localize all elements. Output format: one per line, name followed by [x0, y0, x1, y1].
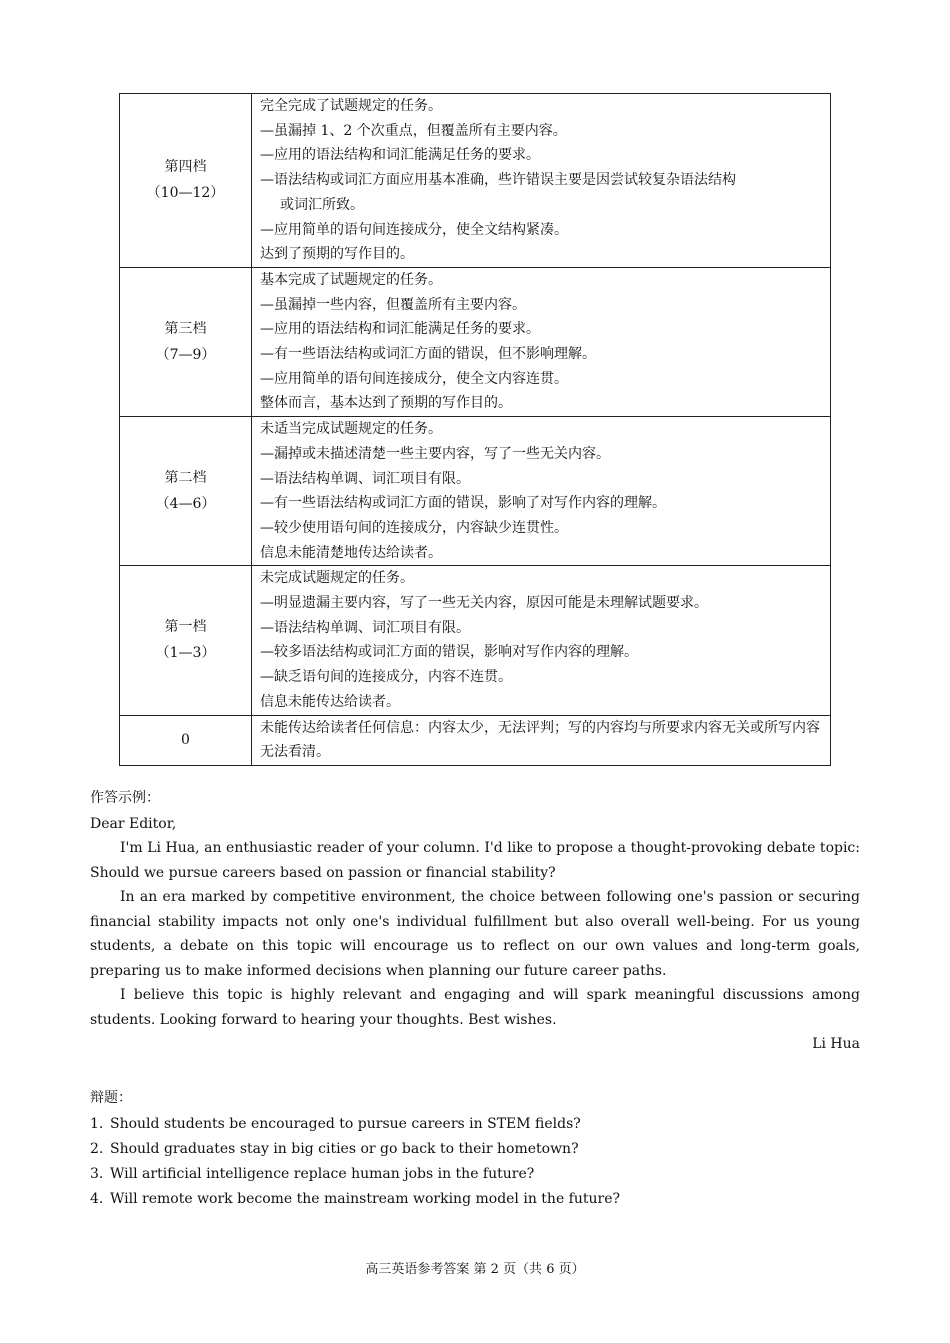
rubric-line: —有一些语法结构或词汇方面的错误，但不影响理解。 — [260, 346, 596, 363]
rubric-line: —较多语法结构或词汇方面的错误，影响对写作内容的理解。 — [260, 644, 638, 661]
rubric-line: —虽漏掉一些内容，但覆盖所有主要内容。 — [260, 296, 526, 313]
rubric-line: —缺乏语句间的连接成分，内容不连贯。 — [260, 669, 512, 686]
rubric-line: —语法结构或词汇方面应用基本准确，些许错误主要是因尝试较复杂语法结构 — [260, 172, 736, 189]
letter-signature: Li Hua — [812, 1036, 860, 1052]
level-score-range: （1—3） — [155, 645, 216, 662]
rubric-description-cell — [252, 715, 831, 765]
rubric-description-cell — [252, 94, 831, 268]
rubric-line: 基本完成了试题规定的任务。 — [260, 271, 442, 288]
rubric-line: 未完成试题规定的任务。 — [260, 570, 414, 587]
topics-heading: 辩题： — [90, 1090, 132, 1106]
rubric-line: 或词汇所致。 — [280, 196, 364, 213]
topic-number: 2. — [90, 1141, 104, 1157]
rubric-line: 未适当完成试题规定的任务。 — [260, 421, 442, 438]
rubric-description-cell — [252, 417, 831, 566]
rubric-line: —较少使用语句间的连接成分，内容缺少连贯性。 — [260, 519, 568, 536]
rubric-description-cell — [252, 267, 831, 416]
topic-list — [90, 1112, 860, 1212]
rubric-line: —明显遗漏主要内容，写了一些无关内容，原因可能是未理解试题要求。 — [260, 595, 708, 612]
letter-paragraph: I'm Li Hua, an enthusiastic reader of your column. I'd like to propose a thought-provoking debate topic: Should we pursue careers based on passion or financial stability? — [90, 840, 860, 881]
level-score-range: （10—12） — [146, 185, 225, 202]
list-item — [90, 1112, 860, 1137]
topic-number: 3. — [90, 1166, 104, 1182]
sample-heading: 作答示例： — [90, 790, 160, 806]
rubric-line: 完全完成了试题规定的任务。 — [260, 98, 442, 114]
list-item — [90, 1137, 860, 1162]
rubric-line: —应用的语法结构和词汇能满足任务的要求。 — [260, 321, 540, 338]
rubric-line: —应用简单的语句间连接成分，使全文结构紧凑。 — [260, 221, 568, 238]
debate-topics — [90, 1086, 860, 1212]
rubric-description-cell — [252, 566, 831, 715]
letter-salutation: Dear Editor, — [90, 816, 177, 832]
rubric-level-cell — [120, 566, 252, 715]
rubric-line: —语法结构单调、词汇项目有限。 — [260, 470, 470, 487]
rubric-row-level-4 — [120, 94, 831, 268]
level-name: 第一档 — [164, 619, 207, 636]
rubric-line: 整体而言，基本达到了预期的写作目的。 — [260, 395, 512, 412]
rubric-line: —应用的语法结构和词汇能满足任务的要求。 — [260, 147, 540, 164]
level-score-range: （7—9） — [155, 347, 216, 364]
topic-number: 4. — [90, 1191, 104, 1207]
rubric-level-cell — [120, 417, 252, 566]
rubric-line: —语法结构单调、词汇项目有限。 — [260, 619, 470, 636]
level-name: 0 — [181, 732, 190, 749]
level-name: 第二档 — [164, 470, 207, 487]
rubric-line: —有一些语法结构或词汇方面的错误，影响了对写作内容的理解。 — [260, 495, 666, 512]
rubric-line: 信息未能清楚地传达给读者。 — [260, 544, 442, 561]
topic-text: Should graduates stay in big cities or go back to their hometown? — [110, 1141, 579, 1157]
level-score-range: （4—6） — [155, 496, 216, 513]
rubric-row-level-1 — [120, 566, 831, 715]
level-name: 第三档 — [164, 321, 207, 338]
rubric-line: —应用简单的语句间连接成分，使全文内容连贯。 — [260, 370, 568, 387]
level-name: 第四档 — [164, 159, 207, 176]
topic-text: Will remote work become the mainstream working model in the future? — [110, 1191, 621, 1207]
rubric-level-cell — [120, 267, 252, 416]
list-item — [90, 1162, 860, 1187]
rubric-row-level-2 — [120, 417, 831, 566]
rubric-line: —漏掉或未描述清楚一些主要内容，写了一些无关内容。 — [260, 445, 610, 462]
topic-text: Should students be encouraged to pursue careers in STEM fields? — [110, 1116, 581, 1132]
topic-text: Will artificial intelligence replace human jobs in the future? — [110, 1166, 535, 1182]
scoring-rubric-table — [119, 93, 831, 766]
rubric-line: —虽漏掉 1、2 个次重点，但覆盖所有主要内容。 — [260, 122, 567, 139]
list-item — [90, 1187, 860, 1212]
rubric-line: 未能传达给读者任何信息：内容太少，无法评判；写的内容均与所要求内容无关或所写内容无法看清。 — [260, 719, 820, 761]
rubric-level-cell — [120, 94, 252, 268]
letter-paragraph: In an era marked by competitive environment, the choice between following one's passion or securing financial stability impacts not only one's individual fulfillment but also overall well-being. For us young students, a debate on this topic will encourage us to reflect on our own values and long-term goals, preparing us to make informed decisions when planning our future career paths. — [90, 889, 860, 979]
rubric-line: 信息未能传达给读者。 — [260, 693, 400, 710]
letter-paragraph: I believe this topic is highly relevant and engaging and will spark meaningful discussions among students. Looking forward to hearing your thoughts. Best wishes. — [90, 987, 860, 1028]
rubric-row-level-0 — [120, 715, 831, 765]
sample-answer — [90, 786, 860, 1056]
rubric-line: 达到了预期的写作目的。 — [260, 246, 414, 263]
rubric-level-cell — [120, 715, 252, 765]
rubric-row-level-3 — [120, 267, 831, 416]
page-footer: 高三英语参考答案 第 2 页（共 6 页） — [365, 1262, 585, 1277]
topic-number: 1. — [90, 1116, 104, 1132]
